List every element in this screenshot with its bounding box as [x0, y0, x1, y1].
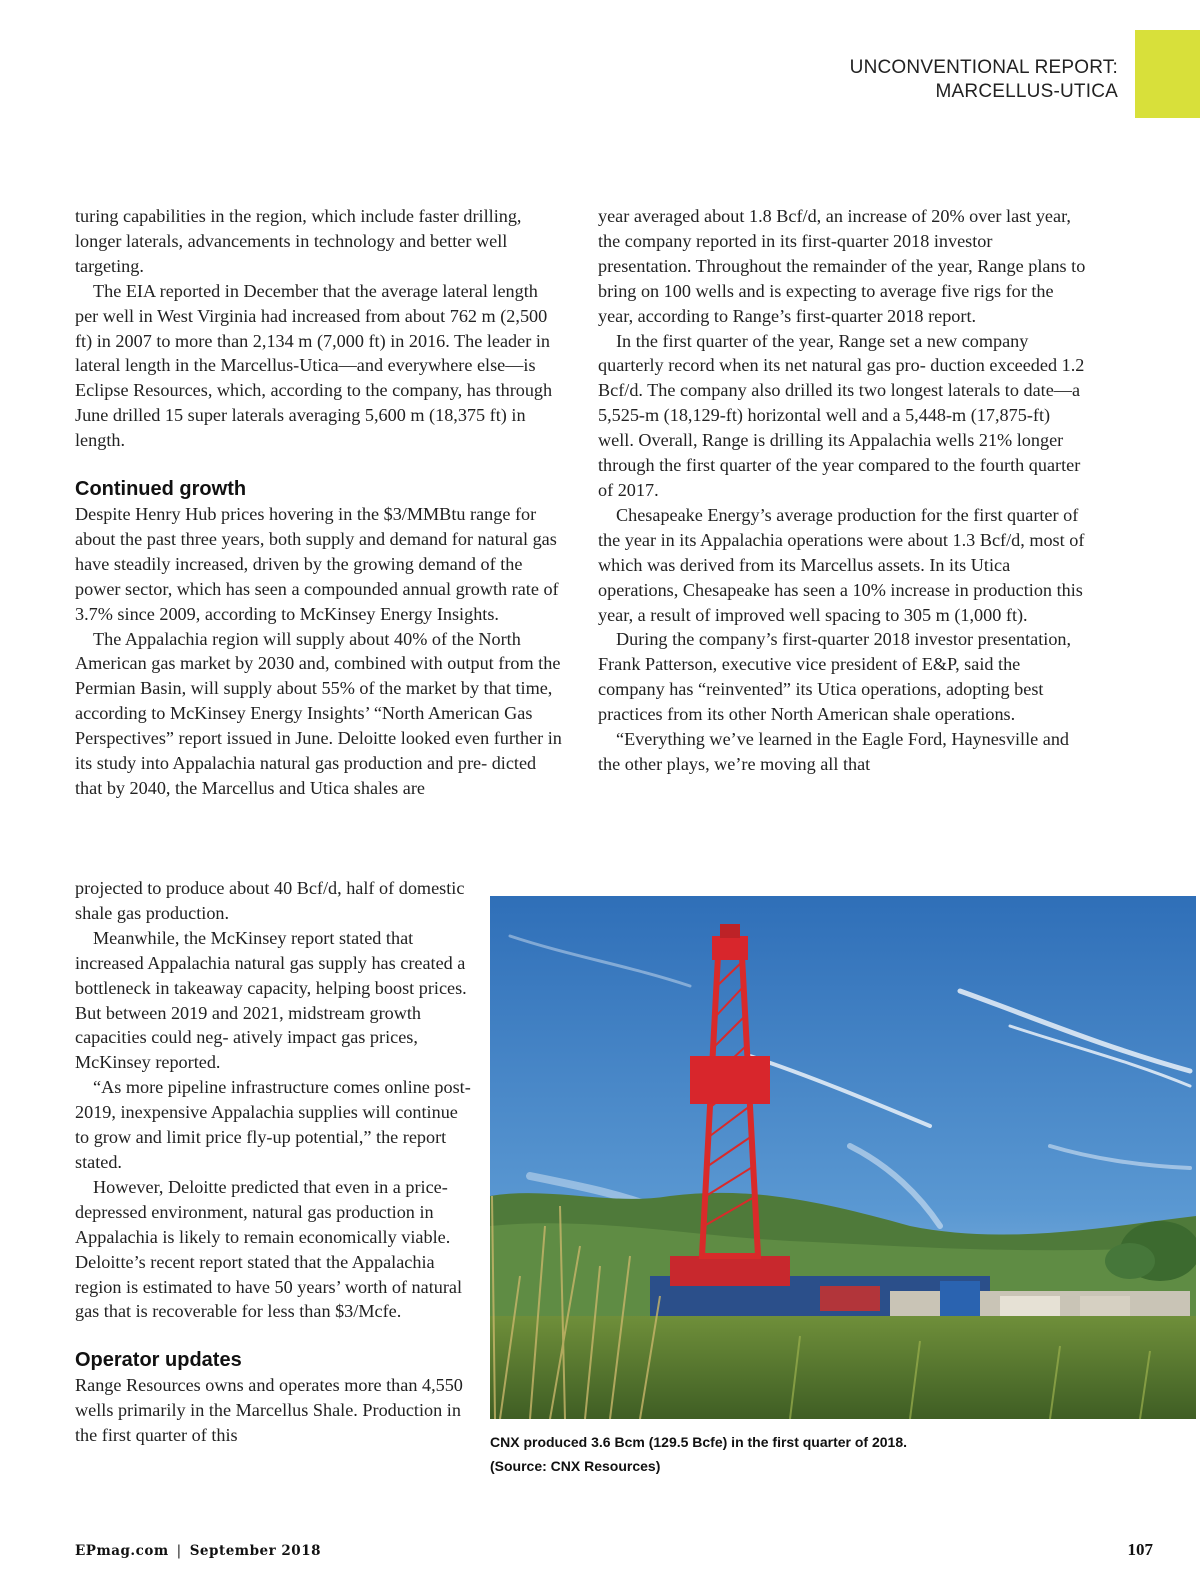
paragraph: Despite Henry Hub prices hovering in the $3/MMBtu range for about the past three years, both supply and demand for natural gas have steadily increased, driven by the growing demand of the power sector, which has seen a compounded annual growth rate of 3.7% since 2009, according to McKinsey Energy Insights. [75, 503, 559, 624]
paragraph: Range Resources owns and operates more than 4,550 wells primarily in the Marcellus Shale. Production in the first quarter of this [75, 1375, 463, 1446]
paragraph: year averaged about 1.8 Bcf/d, an increase of 20% over last year, the company reported in its first-quarter 2018 investor presentation. Throughout the remainder of the year, Range plans to bring on 100 wells and is expecting to average five rigs for the year, according to Range’s first-quarter 2018 report. [598, 206, 1086, 326]
drilling-rig-photo [490, 896, 1196, 1419]
paragraph: In the first quarter of the year, Range set a new company quarterly record when its net natural gas pro- duction exceeded 1.2 Bcf/d. The company also drilled its two longest laterals to date—a 5,525-m (18,129-ft) horizontal well and a 5,448-m (17,875-ft) well. Overall, Range is drilling its Appalachia wells 21% longer through the first quarter of the year compared to the fourth quarter of 2017. [598, 330, 1085, 500]
page-footer [75, 1543, 321, 1559]
paragraph: The Appalachia region will supply about 40% of the North American gas market by 2030 and, combined with output from the Permian Basin, will supply about 55% of the market by that time, according to McKinsey Energy Insights’ “North American Gas Perspectives” report issued in June. Deloitte looked even further in its study into Appalachia natural gas production and pre- dicted that by 2040, the Marcellus and Utica shales are [75, 628, 562, 798]
footer-site: EPmag.com [75, 1543, 169, 1559]
paragraph: The EIA reported in December that the average lateral length per well in West Virginia had increased from about 762 m (2,500 ft) in 2007 to more than 2,134 m (7,000 ft) in 2016. The leader in lateral length in the Marcellus-Utica—and everywhere else—is Eclipse Resources, which, according to the company, has through June drilled 15 super laterals averaging 5,600 m (18,375 ft) in length. [75, 280, 553, 451]
footer-separator: | [176, 1543, 182, 1559]
subheading-continued-growth: Continued growth [75, 478, 247, 501]
paragraph: However, Deloitte predicted that even in a price-depressed environment, natural gas production in Appalachia is likely to remain economically viable. Deloitte’s recent report stated that the Appalachia region is estimated to have 50 years’ worth of natural gas that is recoverable for less than $3/Mcfe. [75, 1176, 463, 1322]
paragraph: Meanwhile, the McKinsey report stated that increased Appalachia natural gas supply has created a bottleneck in takeaway capacity, helping boost prices. But between 2019 and 2021, midstream growth capacities could neg- atively impact gas prices, McKinsey reported. [75, 927, 467, 1073]
right-column [598, 204, 1088, 777]
paragraph: Chesapeake Energy’s average production for the first quarter of the year in its Appalachia operations were about 1.3 Bcf/d, most of which was derived from its Marcellus assets. In its Utica operations, Chesapeake has seen a 10% increase in production this year, a result of improved well spacing to 305 m (1,000 ft). [598, 504, 1085, 625]
section-color-tab [1135, 30, 1200, 118]
section-header-line2: MARCELLUS-UTICA [935, 81, 1118, 102]
photo-caption [490, 1430, 1170, 1478]
paragraph: projected to produce about 40 Bcf/d, half of domestic shale gas production. [75, 878, 465, 923]
paragraph: During the company’s first-quarter 2018 investor presentation, Frank Patterson, executive vice president of E&P, said the company has “reinvented” its Utica operations, adopting best practices from its other North American shale operations. [598, 629, 1072, 725]
left-column [75, 204, 565, 801]
left-column-narrow [75, 876, 475, 1448]
footer-date: September 2018 [189, 1543, 321, 1559]
paragraph: turing capabilities in the region, which include faster drilling, longer laterals, advancements in technology and better well targeting. [75, 206, 522, 276]
paragraph: “As more pipeline infrastructure comes online post-2019, inexpensive Appalachia supplies will continue to grow and limit price fly-up potential,” the report stated. [75, 1077, 471, 1172]
section-header-line1: UNCONVENTIONAL REPORT: [849, 57, 1118, 78]
paragraph: “Everything we’ve learned in the Eagle Ford, Haynesville and the other plays, we’re moving all that [598, 729, 1070, 774]
photo-caption-source: (Source: CNX Resources) [490, 1458, 661, 1474]
photo-caption-text: CNX produced 3.6 Bcm (129.5 Bcfe) in the first quarter of 2018. [490, 1434, 908, 1450]
section-header [850, 56, 1118, 104]
subheading-operator-updates: Operator updates [75, 1349, 242, 1372]
page-number: 107 [1127, 1540, 1153, 1559]
